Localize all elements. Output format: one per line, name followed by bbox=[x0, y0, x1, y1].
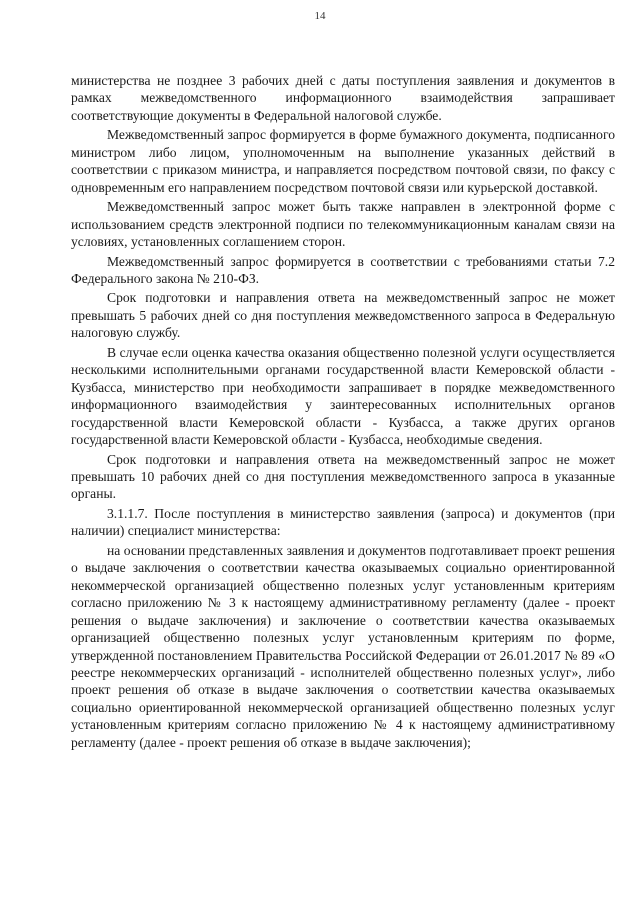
paragraph-clause-3-1-1-7: 3.1.1.7. После поступления в министерство заявления (запроса) и документов (при наличии) специалист министерства: bbox=[71, 505, 615, 539]
paragraph-paper-request: Межведомственный запрос формируется в форме бумажного документа, подписанного министром либо лицом, уполномоченным на выполнение указанных действий в соответствии с приказом министра, и направляется посредством почтовой связи, по факсу с одновременным его направлением посредством почтовой связи или курьерской доставкой. bbox=[71, 127, 615, 195]
page-number: 14 bbox=[314, 10, 326, 22]
paragraph-multiple-authorities: В случае если оценка качества оказания общественно полезной услуги осуществляется несколькими исполнительными органами государственной власти Кемеровской области - Кузбасса, министерство при необходимости запрашивает в порядке межведомственного информационного взаимодействия у заинтересованных исполнительных органов государственной власти Кемеровской области - Кузбасса, а также других органов государственной власти Кемеровской области - Кузбасса, необходимые сведения. bbox=[71, 344, 615, 448]
paragraph-electronic-request: Межведомственный запрос может быть также направлен в электронной форме с использованием средств электронной подписи по телекоммуникационным каналам связи на условиях, установленных соглашением сторон. bbox=[71, 199, 615, 250]
paragraph-response-deadline-5: Срок подготовки и направления ответа на межведомственный запрос не может превышать 5 рабочих дней со дня поступления межведомственного запроса в Федеральную налоговую службу. bbox=[71, 290, 615, 341]
paragraph-continuation: министерства не позднее 3 рабочих дней с даты поступления заявления и документов в рамках межведомственного информационного взаимодействия запрашивает соответствующие документы в Федеральной налоговой службе. bbox=[71, 73, 615, 123]
paragraph-request-requirements: Межведомственный запрос формируется в соответствии с требованиями статьи 7.2 Федерального закона № 210-ФЗ. bbox=[71, 253, 615, 286]
paragraph-draft-decision: на основании представленных заявления и документов подготавливает проект решения о выдаче заключения о соответствии качества оказываемых социально ориентированной некоммерческой организацией общественно полезных услуг установленным критериям согласно приложению № 3 к настоящему административному регламенту (далее - проект решения о выдаче заключения) и заключение о соответствии качества оказываемых организацией общественно полезных услуг установленным критериям по форме, утвержденной постановлением Правительства Российской Федерации от 26.01.2017 № 89 «О реестре некоммерческих организаций - исполнителей общественно полезных услуг», либо проект решения об отказе в выдаче заключения о соответствии качества оказываемых социально ориентированной некоммерческой организацией общественно полезных услуг установленным критериям согласно приложению № 4 к настоящему административному регламенту (далее - проект решения об отказе в выдаче заключения); bbox=[71, 542, 615, 750]
document-body bbox=[71, 72, 615, 751]
paragraph-response-deadline-10: Срок подготовки и направления ответа на межведомственный запрос не может превышать 10 рабочих дней со дня поступления межведомственного запроса в указанные органы. bbox=[71, 451, 615, 502]
